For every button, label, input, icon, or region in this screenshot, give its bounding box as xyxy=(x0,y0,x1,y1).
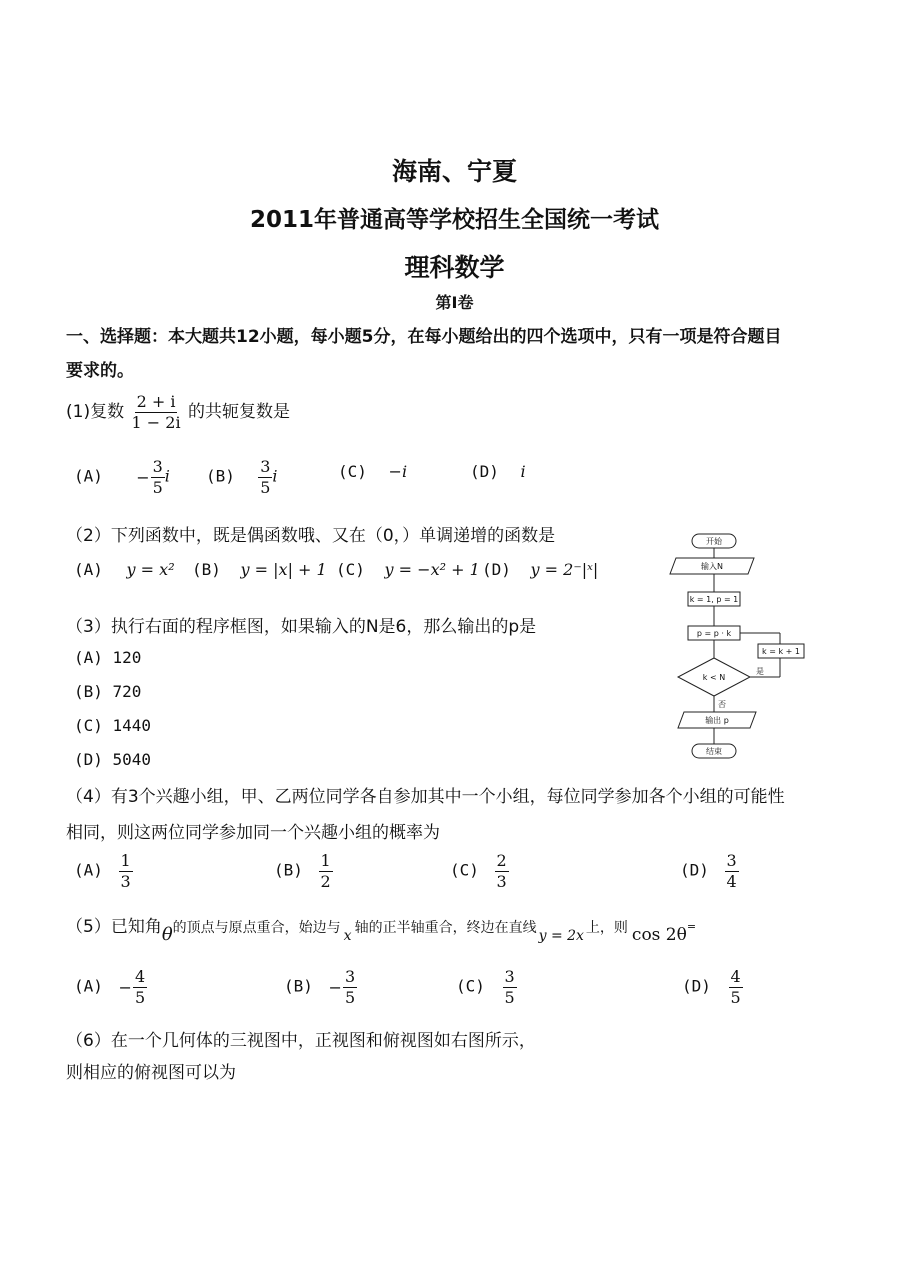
q1-option-c-label: (C) xyxy=(338,462,367,481)
q5-option-b-label: (B) xyxy=(284,976,313,996)
q1-suffix: 的共轭复数是 xyxy=(187,402,290,423)
q5-option-c-num: 3 xyxy=(504,967,515,986)
q5-theta: θ xyxy=(161,924,173,945)
q1-option-d-label: (D) xyxy=(470,462,499,481)
q4-option-b-den: 2 xyxy=(320,871,331,891)
q1-denominator: 1 − 2i xyxy=(131,412,181,432)
q5-option-c xyxy=(456,968,517,1006)
q3-option-d: (D) 5040 xyxy=(74,750,152,769)
flow-output-label: 输出 p xyxy=(705,716,729,725)
program-flowchart xyxy=(662,532,812,764)
q5-x: x xyxy=(343,928,352,944)
q4-option-a xyxy=(74,852,133,890)
q5-option-b-sign: − xyxy=(328,977,342,997)
q1-option-b xyxy=(206,458,278,496)
q4-option-d-den: 4 xyxy=(726,871,737,891)
q1-option-b-label: (B) xyxy=(206,466,235,486)
question-3: （3）执行右面的程序框图，如果输入的N是6，那么输出的p是 xyxy=(66,617,537,637)
q1-option-b-den: 5 xyxy=(260,477,271,497)
flow-condition-label: k < N xyxy=(702,673,726,682)
q5-option-b-num: 3 xyxy=(344,967,356,986)
q5-equals: = xyxy=(686,920,697,933)
volume-title: 第Ⅰ卷 xyxy=(435,293,474,312)
q4-option-c-label: (C) xyxy=(450,860,479,880)
q4-option-c-den: 3 xyxy=(496,871,507,891)
q1-option-a-label: (A) xyxy=(74,466,103,486)
q1-option-a xyxy=(74,458,170,496)
q1-option-d xyxy=(470,462,526,481)
flow-no-label: 否 xyxy=(718,700,726,709)
q1-fraction xyxy=(130,393,183,431)
section-heading-line1: 一、选择题：本大题共12小题，每小题5分，在每小题给出的四个选项中，只有一项是符合题目 xyxy=(66,327,782,347)
question-6-line1: （6）在一个几何体的三视图中，正视图和俯视图如右图所示， xyxy=(66,1031,536,1051)
q5-line: y = 2x xyxy=(538,928,584,944)
q5-option-b xyxy=(284,968,357,1006)
q1-option-a-sign: − xyxy=(136,467,150,487)
q2-option-d-label: (D) xyxy=(482,560,511,579)
q4-option-d-label: (D) xyxy=(680,860,709,880)
q2-option-c-label: (C) xyxy=(336,560,365,579)
q5-option-d-label: (D) xyxy=(682,976,711,996)
q2-option-a xyxy=(74,560,175,579)
flow-yes-label: 是 xyxy=(756,667,764,676)
q5-text-4: 上，则 xyxy=(585,920,628,936)
q3-option-c: (C) 1440 xyxy=(74,716,152,735)
question-1 xyxy=(66,393,290,431)
region-title: 海南、宁夏 xyxy=(391,157,517,186)
exam-title: 2011年普通高等学校招生全国统一考试 xyxy=(249,207,659,233)
q5-option-d-den: 5 xyxy=(730,987,741,1007)
q5-option-a-label: (A) xyxy=(74,976,103,996)
q1-option-c xyxy=(338,462,407,481)
q2-option-c-expr: y = −x² + 1 xyxy=(384,560,480,579)
question-2: （2）下列函数中，既是偶函数哦、又在（0，）单调递增的函数是 xyxy=(66,526,556,546)
q5-cos: cos 2θ xyxy=(631,925,687,945)
flow-start-label: 开始 xyxy=(706,537,722,546)
q5-option-a xyxy=(74,968,147,1006)
q1-option-b-num: 3 xyxy=(260,457,271,476)
q1-option-a-den: 5 xyxy=(152,477,163,497)
q4-option-a-den: 3 xyxy=(120,871,131,891)
q2-option-a-label: (A) xyxy=(74,560,103,579)
question-5 xyxy=(66,912,697,945)
q4-option-a-num: 1 xyxy=(120,851,131,870)
q3-option-b: (B) 720 xyxy=(74,682,142,701)
q5-option-a-den: 5 xyxy=(134,987,146,1007)
q5-text-3: 轴的正半轴重合，终边在直线 xyxy=(354,920,537,936)
flow-init-label: k = 1, p = 1 xyxy=(689,595,739,604)
q5-option-a-sign: − xyxy=(118,977,132,997)
q1-option-a-num: 3 xyxy=(152,457,163,476)
section-heading-line2: 要求的。 xyxy=(66,361,134,381)
q4-option-c-num: 2 xyxy=(496,851,507,870)
q1-option-a-var: i xyxy=(164,466,170,486)
q1-prefix: (1)复数 xyxy=(66,402,125,423)
q5-option-b-den: 5 xyxy=(344,987,356,1007)
q5-option-c-label: (C) xyxy=(456,976,485,996)
subject-title: 理科数学 xyxy=(404,253,505,282)
q4-option-b-num: 1 xyxy=(320,851,331,870)
question-4-line2: 相同，则这两位同学参加同一个兴趣小组的概率为 xyxy=(66,823,440,843)
q5-text-2: 的顶点与原点重合，始边与 xyxy=(172,920,341,936)
q1-option-c-expr: −i xyxy=(388,462,408,481)
q4-option-a-label: (A) xyxy=(74,860,103,880)
q5-option-d xyxy=(682,968,743,1006)
question-6-line2: 则相应的俯视图可以为 xyxy=(66,1063,236,1083)
q2-option-b-expr: y = |x| + 1 xyxy=(240,560,327,579)
q4-option-b-label: (B) xyxy=(274,860,303,880)
q5-option-d-num: 4 xyxy=(730,967,741,986)
q4-option-d xyxy=(680,852,739,890)
q1-numerator: 2 + i xyxy=(136,392,176,411)
q2-option-c xyxy=(336,560,480,579)
question-4-line1: （4）有3个兴趣小组，甲、乙两位同学各自参加其中一个小组，每位同学参加各个小组的可能性 xyxy=(66,787,785,807)
q2-option-a-expr: y = x² xyxy=(126,560,175,579)
q2-option-d xyxy=(482,560,598,579)
q4-option-b xyxy=(274,852,333,890)
q5-option-a-num: 4 xyxy=(134,967,146,986)
q5-text-1: （5）已知角 xyxy=(66,917,162,937)
q2-option-d-expr: y = 2⁻|ˣ| xyxy=(530,560,599,579)
q3-option-a: (A) 120 xyxy=(74,648,142,667)
flow-end-label: 结束 xyxy=(706,747,722,756)
q4-option-c xyxy=(450,852,509,890)
flow-increment-label: k = k + 1 xyxy=(762,647,800,656)
flow-input-label: 输入N xyxy=(701,562,723,571)
q5-option-c-den: 5 xyxy=(504,987,515,1007)
q4-option-d-num: 3 xyxy=(726,851,737,870)
flow-assign-label: p = p · k xyxy=(696,629,732,638)
q1-option-d-expr: i xyxy=(520,462,526,481)
q1-option-b-var: i xyxy=(272,466,278,486)
q2-option-b xyxy=(192,560,327,579)
q2-option-b-label: (B) xyxy=(192,560,221,579)
